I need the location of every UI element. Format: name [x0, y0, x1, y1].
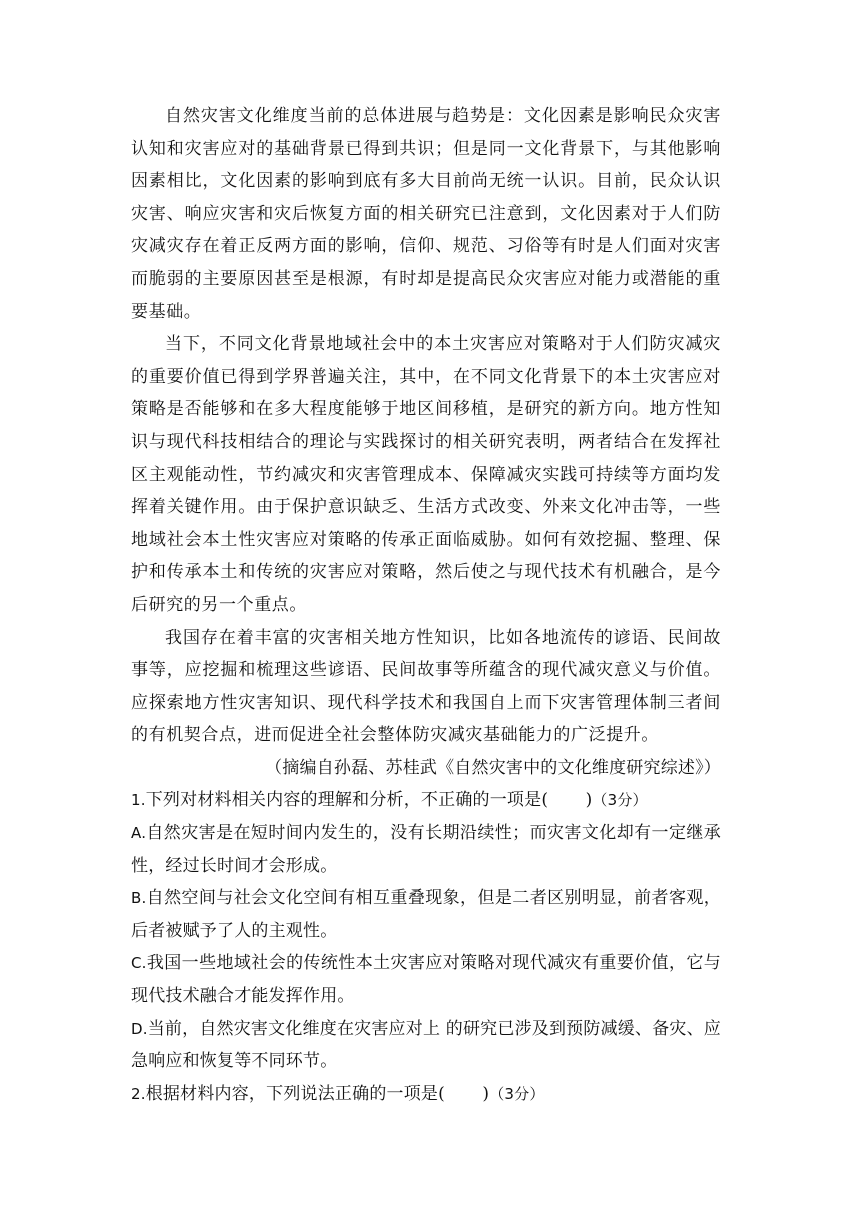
answer-bracket-close: ): [585, 790, 593, 811]
option-label: D.: [131, 1019, 148, 1038]
option-label: C.: [131, 954, 147, 973]
option-text: 自然空间与社会文化空间有相互重叠现象，但是二者区别明显，前者客观，后者被赋予了人的主观性。: [131, 888, 721, 941]
option-text: 当前，自然灾害文化维度在灾害应对上 的研究已涉及到预防减缓、备灾、应急响应和恢复等不同环节。: [131, 1018, 721, 1072]
question-number: 1.: [131, 791, 146, 810]
option-text: 我国一些地域社会的传统性本土灾害应对策略对现代减灾有重要价值，它与现代技术融合才能发挥作用。: [131, 953, 721, 1007]
option-a: [131, 817, 721, 882]
question-stem: 下列对材料相关内容的理解和分析，不正确的一项是: [145, 790, 542, 811]
option-label: B.: [131, 889, 147, 908]
question-stem: 根据材料内容，下列说法正确的一项是: [145, 1083, 439, 1104]
question-2: [131, 1078, 721, 1111]
answer-bracket-open: (: [438, 1083, 445, 1104]
option-c: [131, 947, 721, 1012]
option-b: [131, 882, 721, 947]
question-score: （3分）: [592, 791, 648, 810]
answer-bracket-open: (: [541, 790, 549, 811]
passage-paragraph: 自然灾害文化维度当前的总体进展与趋势是：文化因素是影响民众灾害认知和灾害应对的基础背景已得到共识；但是同一文化背景下，与其他影响因素相比，文化因素的影响到底有多大目前尚无统一认识。目前，民众认识灾害、响应灾害和灾后恢复方面的相关研究已注意到，文化因素对于人们防灾减灾存在着正反两方面的影响，信仰、规范、习俗等有时是人们面对灾害而脆弱的主要原因甚至是根源，有时却是提高民众灾害应对能力或潜能的重要基础。: [131, 106, 721, 322]
option-label: A.: [131, 824, 147, 843]
option-d: [131, 1013, 721, 1078]
document-page: [131, 100, 721, 1110]
question-number: 2.: [131, 1084, 146, 1103]
passage-paragraph: 我国存在着丰富的灾害相关地方性知识，比如各地流传的谚语、民间故事等，应挖掘和梳理这些谚语、民间故事等所蕴含的现代减灾意义与价值。应探索地方性灾害知识、现代科学技术和我国自上而下灾害管理体制三者间的有机契合点，进而促进全社会整体防灾减灾基础能力的广泛提升。: [131, 627, 721, 746]
question-score: （3分）: [489, 1084, 545, 1103]
answer-bracket-close: ): [482, 1083, 490, 1104]
passage-paragraph: 当下，不同文化背景地域社会中的本土灾害应对策略对于人们防灾减灾的重要价值已得到学界普遍关注，其中，在不同文化背景下的本土灾害应对策略是否能够和在多大程度能够于地区间移植，是研究的新方向。地方性知识与现代科技相结合的理论与实践探讨的相关研究表明，两者结合在发挥社区主观能动性，节约减灾和灾害管理成本、保障减灾实践可持续等方面均发挥着关键作用。由于保护意识缺乏、生活方式改变、外来文化冲击等，一些地域社会本土性灾害应对策略的传承正面临威胁。如何有效挖掘、整理、保护和传承本土和传统的灾害应对策略，然后使之与现代技术有机融合，是今后研究的另一个重点。: [131, 334, 721, 615]
option-text: 自然灾害是在短时间内发生的，没有长期沿续性；而灾害文化却有一定继承性，经过长时间才会形成。: [131, 823, 721, 876]
question-1: [131, 784, 721, 817]
passage-source: （摘编自孙磊、苏桂武《自然灾害中的文化维度研究综述》）: [265, 757, 721, 778]
